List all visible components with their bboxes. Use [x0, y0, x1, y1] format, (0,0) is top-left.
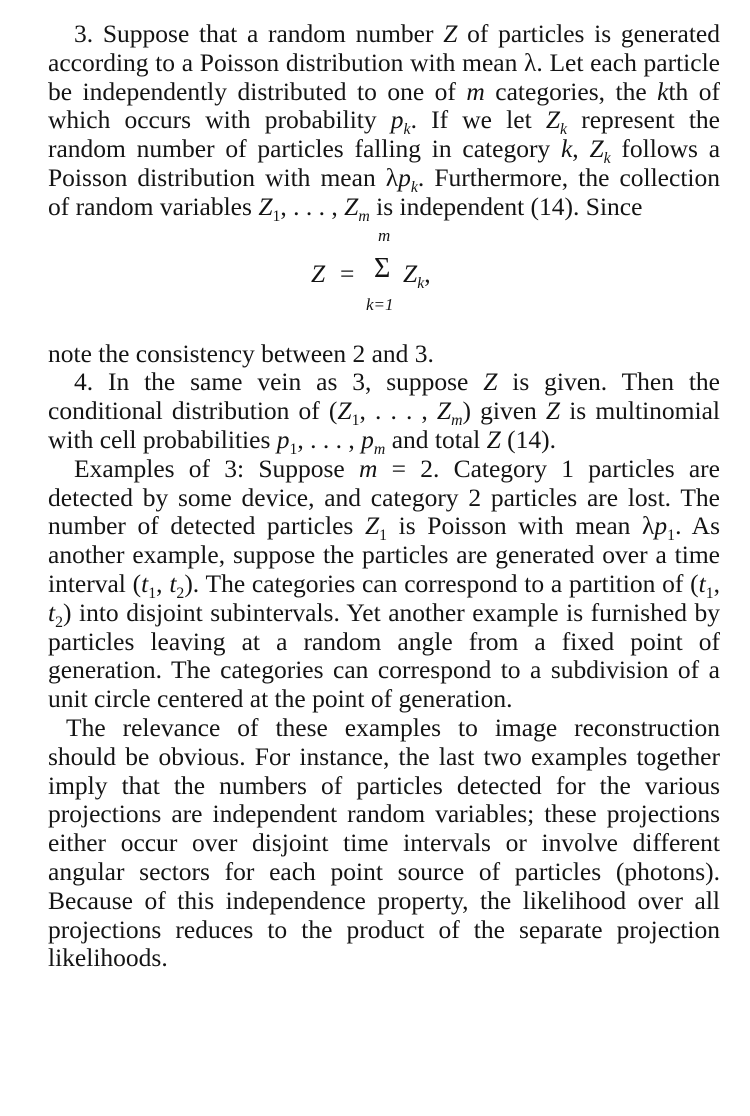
equation-lhs: Z: [311, 258, 326, 288]
lower-limit-text: k=1: [366, 294, 394, 314]
summation-symbol: Σ: [374, 252, 391, 284]
sum-equation: [48, 222, 720, 340]
equation-term: [403, 258, 431, 292]
paragraph-3: 3. Suppose that a random number Z of particles is generated according to a Poisson distribution with mean λ. Let each particle be independently distributed to one of m categories, the kth of which occurs with probability $p_k$. If we let $Z_k$ represent the random number of particles falling in category k, $Z_k$ follows a Poisson distribution with mean $\lambda p_k$. Furthermore, the collection of random variables $Z_1$, . . . , $Z_m$ is independent (14). Since: [48, 19, 721, 225]
summation-upper-limit: m: [378, 225, 391, 245]
document-page: [48, 20, 720, 973]
summation-lower-limit: [366, 291, 394, 320]
paragraph-4: 4. In the same vein as 3, suppose Z is given. Then the conditional distribution of ($Z_1$, . . . , $Z_m$) given Z is multinomial with cell probabilities $p_1$, . . . , $p_m$ and total Z (14).: [48, 367, 720, 459]
term-trailing-comma: ,: [424, 258, 431, 288]
relevance-paragraph: The relevance of these examples to image reconstruction should be obvious. For instance, the last two examples together imply that the numbers of particles detected for the various projections are independent random variables; these projections either occur over disjoint time intervals or involve different angular sectors for each point source of particles (photons). Because of this independence property, the likelihood over all projections reduces to the product of the separate projection likelihoods.: [48, 712, 720, 973]
examples-paragraph: Examples of 3: Suppose m = 2. Category 1 particles are detected by some device, and category 2 particles are lost. The number of detected particles $Z_1$ is Poisson with mean $\lambda p_1$. As another example, suppose the particles are generated over a time interval ($t_1$, $t_2$). The categories can correspond to a partition of ($t_1$, $t_2$) into disjoint subintervals. Yet another example is furnished by particles leaving at a random angle from a fixed point of generation. The categories can correspond to a subdivision of a unit circle centered at the point of generation.: [48, 453, 721, 714]
term-base: Z: [403, 258, 418, 288]
term-subscript: k: [417, 274, 425, 292]
equation-equals-sign: =: [340, 258, 355, 288]
consistency-note: note the consistency between 2 and 3.: [48, 338, 434, 368]
